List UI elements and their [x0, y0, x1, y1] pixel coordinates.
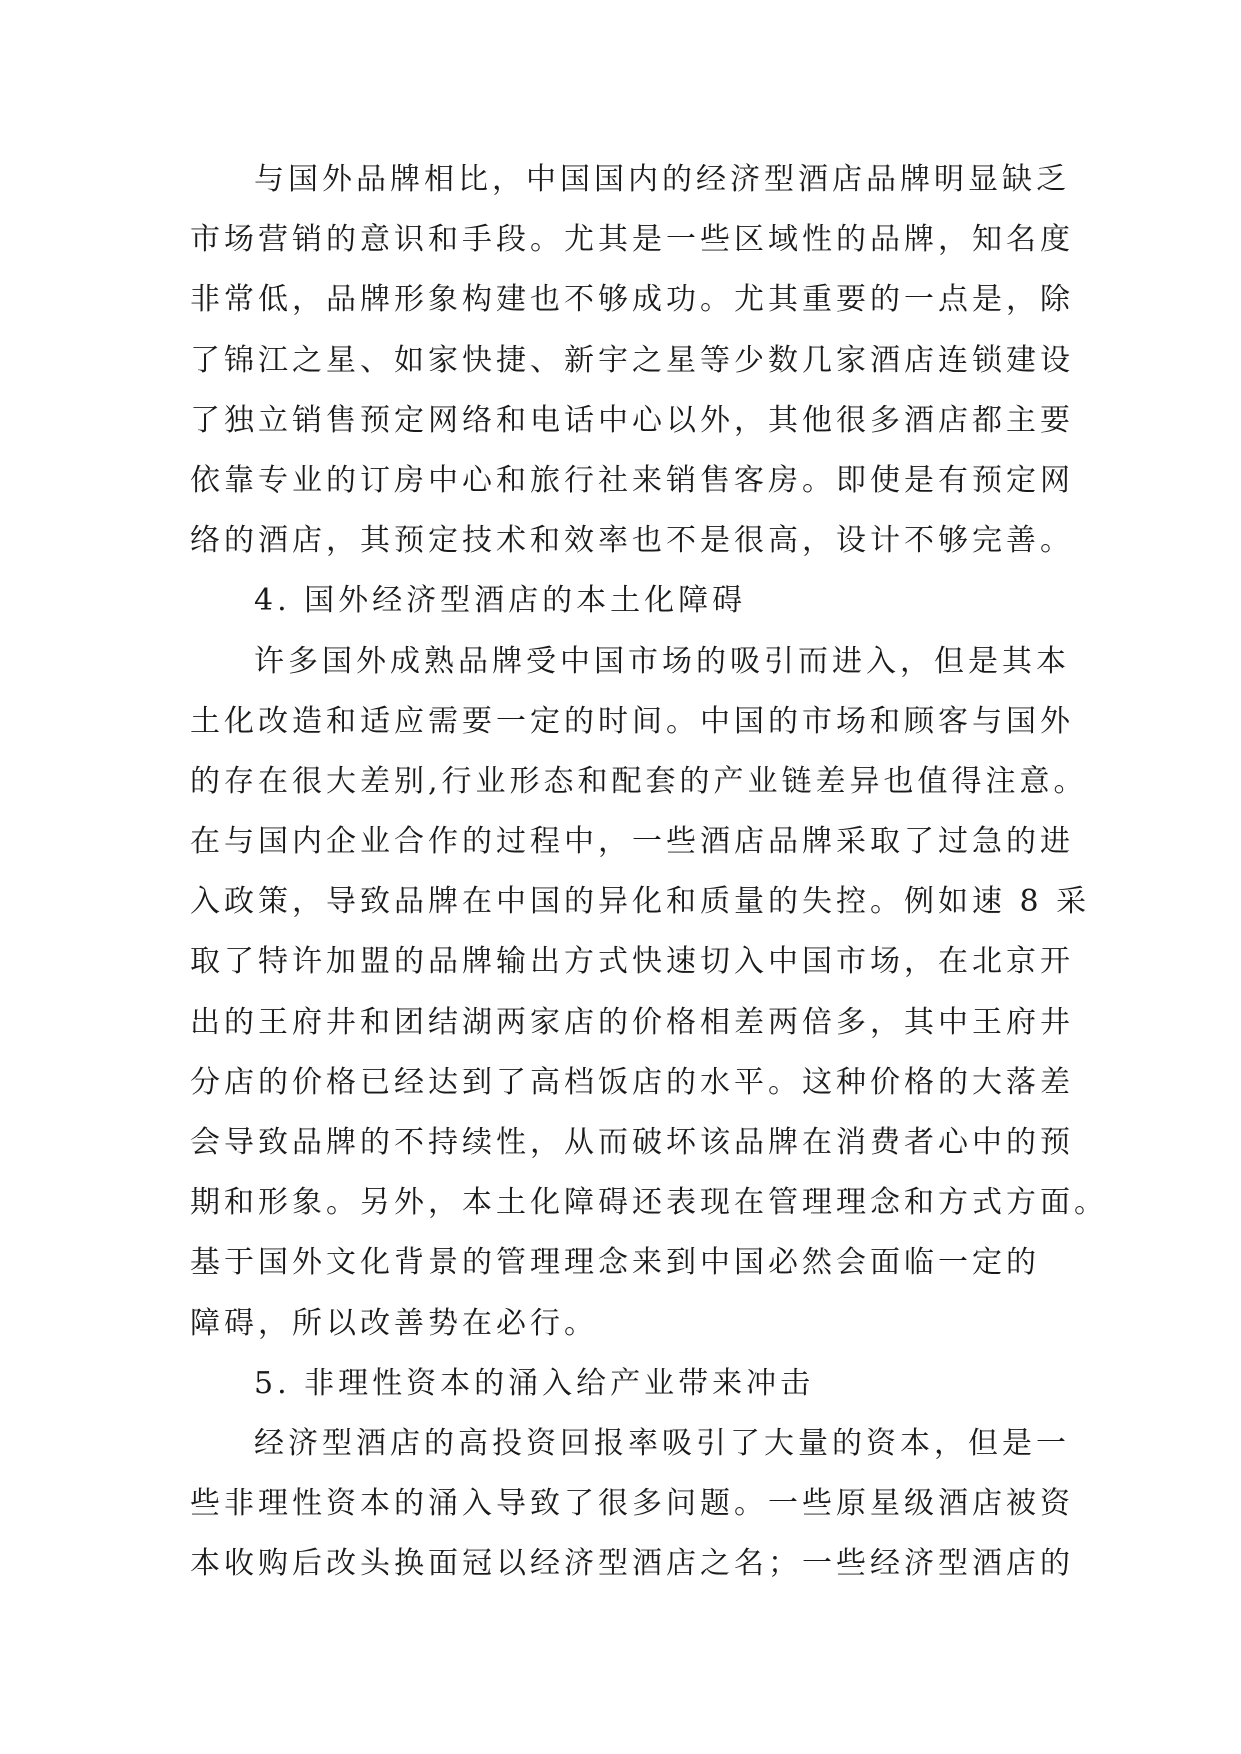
text-line: 了锦江之星、如家快捷、新宇之星等少数几家酒店连锁建设	[190, 342, 1074, 378]
text-line: 些非理性资本的涌入导致了很多问题。一些原星级酒店被资	[190, 1486, 1074, 1522]
text-line: 出的王府井和团结湖两家店的价格相差两倍多，其中王府井	[190, 1004, 1074, 1040]
text-line: 络的酒店，其预定技术和效率也不是很高，设计不够完善。	[190, 523, 1074, 559]
text-line: 与国外品牌相比，中国国内的经济型酒店品牌明显缺乏	[254, 162, 1070, 197]
text-line: 依靠专业的订房中心和旅行社来销售客房。即使是有预定网	[190, 462, 1074, 498]
text-line: 许多国外成熟品牌受中国市场的吸引而进入，但是其本	[254, 643, 1070, 679]
text-line: 非常低，品牌形象构建也不够成功。尤其重要的一点是，除	[190, 282, 1074, 318]
text-line: 入政策，导致品牌在中国的异化和质量的失控。例如速 8 采	[190, 884, 1091, 920]
text-line: 土化改造和适应需要一定的时间。中国的市场和顾客与国外	[190, 703, 1074, 739]
text-line: 障碍，所以改善势在必行。	[190, 1305, 598, 1341]
text-line: 在与国内企业合作的过程中，一些酒店品牌采取了过急的进	[190, 824, 1074, 860]
text-line: 基于国外文化背景的管理理念来到中国必然会面临一定的	[190, 1245, 1040, 1281]
text-line: 市场营销的意识和手段。尤其是一些区域性的品牌，知名度	[190, 222, 1074, 258]
text-line: 期和形象。另外，本土化障碍还表现在管理理念和方式方面。	[190, 1185, 1108, 1221]
body-text	[190, 160, 1108, 1605]
text-line: 了独立销售预定网络和电话中心以外，其他很多酒店都主要	[190, 402, 1074, 438]
text-line: 本收购后改头换面冠以经济型酒店之名；一些经济型酒店的	[190, 1546, 1074, 1582]
text-line: 经济型酒店的高投资回报率吸引了大量的资本，但是一	[254, 1425, 1070, 1461]
text-line: 分店的价格已经达到了高档饭店的水平。这种价格的大落差	[190, 1064, 1074, 1100]
text-line: 会导致品牌的不持续性，从而破坏该品牌在消费者心中的预	[190, 1125, 1074, 1160]
text-line: 取了特许加盟的品牌输出方式快速切入中国市场，在北京开	[190, 944, 1074, 980]
section-heading: 5. 非理性资本的涌入给产业带来冲击	[254, 1365, 815, 1401]
text-line: 的存在很大差别,行业形态和配套的产业链差异也值得注意。	[190, 763, 1088, 799]
section-heading: 4. 国外经济型酒店的本土化障碍	[254, 583, 747, 619]
